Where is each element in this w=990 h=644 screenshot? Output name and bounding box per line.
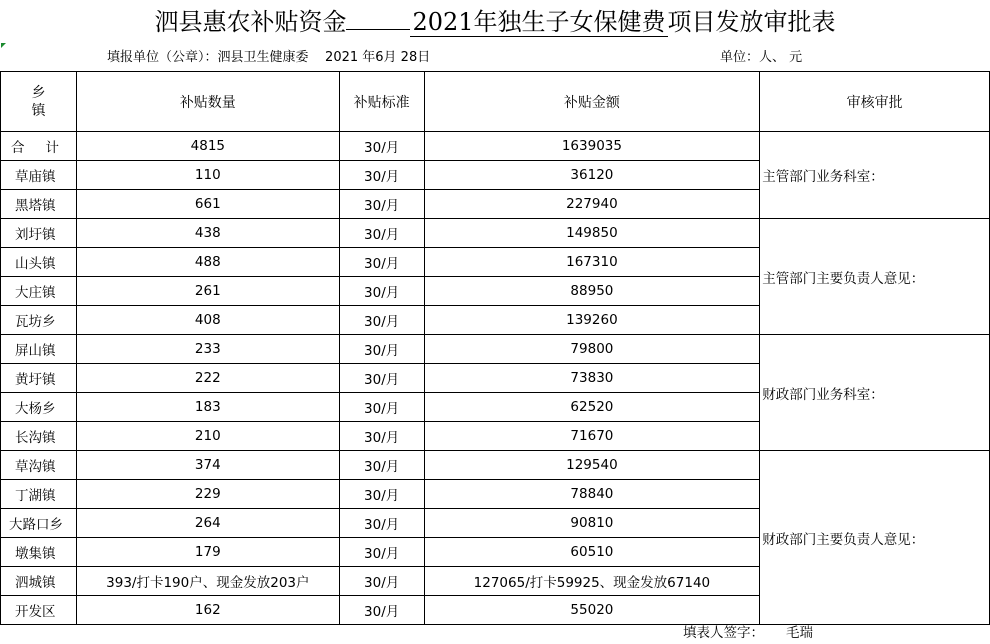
amount-cell: 55020: [424, 596, 760, 625]
table-row: [1, 335, 990, 364]
count-cell: 488: [76, 248, 339, 277]
standard-cell: 30/月: [339, 219, 424, 248]
amount-cell: 139260: [424, 306, 760, 335]
header-count: 补贴数量: [76, 72, 339, 132]
header-amount: 补贴金额: [424, 72, 760, 132]
header-town: [1, 72, 77, 132]
standard-cell: 30/月: [339, 422, 424, 451]
standard-cell: 30/月: [339, 509, 424, 538]
amount-cell: 78840: [424, 480, 760, 509]
report-date: 2021 年6月 28日: [325, 50, 431, 65]
town-cell: 泗城镇: [1, 567, 77, 596]
reporting-unit-label: 填报单位（公章）：泗县卫生健康委: [107, 50, 309, 65]
count-cell: 408: [76, 306, 339, 335]
title-part1: 泗县惠农补贴资金: [154, 8, 347, 36]
standard-cell: 30/月: [339, 190, 424, 219]
town-cell: 开发区: [1, 596, 77, 625]
count-cell: 264: [76, 509, 339, 538]
signer-name: 毛瑞: [786, 625, 813, 641]
amount-cell: 36120: [424, 161, 760, 190]
standard-cell: 30/月: [339, 538, 424, 567]
standard-cell: 30/月: [339, 335, 424, 364]
total-amount: 1639035: [424, 132, 760, 161]
standard-cell: 30/月: [339, 364, 424, 393]
count-cell: 162: [76, 596, 339, 625]
count-cell: 210: [76, 422, 339, 451]
town-cell: 黄圩镇: [1, 364, 77, 393]
count-cell: 261: [76, 277, 339, 306]
measure-unit: 单位：人、 元: [720, 50, 803, 65]
town-cell: 丁湖镇: [1, 480, 77, 509]
total-count: 4815: [76, 132, 339, 161]
amount-cell: 60510: [424, 538, 760, 567]
approval-cell-3: 财政部门业务科室：: [760, 335, 990, 451]
town-cell: 大杨乡: [1, 393, 77, 422]
approval-table: [0, 71, 990, 625]
town-cell: 屏山镇: [1, 335, 77, 364]
town-cell: 黑塔镇: [1, 190, 77, 219]
header-approval: 审核审批: [760, 72, 990, 132]
total-label: [1, 132, 77, 161]
title-program: 2021年独生子女保健费: [412, 8, 666, 36]
standard-cell: 30/月: [339, 277, 424, 306]
approval-cell-4: 财政部门主要负责人意见：: [760, 451, 990, 625]
town-cell: 刘圩镇: [1, 219, 77, 248]
count-cell: 110: [76, 161, 339, 190]
count-cell: 179: [76, 538, 339, 567]
title-blank: [346, 29, 410, 30]
amount-cell: 167310: [424, 248, 760, 277]
standard-cell: 30/月: [339, 248, 424, 277]
total-label-text: 合 计: [11, 140, 59, 156]
amount-cell: 227940: [424, 190, 760, 219]
page-title: [0, 0, 990, 42]
count-cell: 374: [76, 451, 339, 480]
count-cell: 661: [76, 190, 339, 219]
standard-cell: 30/月: [339, 161, 424, 190]
standard-cell: 30/月: [339, 596, 424, 625]
town-cell: 长沟镇: [1, 422, 77, 451]
count-cell: 229: [76, 480, 339, 509]
standard-cell: 30/月: [339, 567, 424, 596]
header-town-line1: 乡: [31, 84, 46, 101]
standard-cell: 30/月: [339, 393, 424, 422]
amount-cell: 62520: [424, 393, 760, 422]
table-row: [1, 451, 990, 480]
title-part2: 项目发放审批表: [667, 8, 836, 36]
amount-cell: 79800: [424, 335, 760, 364]
town-cell: 大庄镇: [1, 277, 77, 306]
town-cell: 墩集镇: [1, 538, 77, 567]
standard-cell: 30/月: [339, 451, 424, 480]
header-town-line2: 镇: [31, 102, 46, 119]
table-row: [1, 219, 990, 248]
standard-cell: 30/月: [339, 306, 424, 335]
approval-cell-2: 主管部门主要负责人意见：: [760, 219, 990, 335]
table-header-row: [1, 72, 990, 132]
reporting-unit: [107, 44, 430, 70]
amount-cell: 73830: [424, 364, 760, 393]
amount-cell: 149850: [424, 219, 760, 248]
approval-cell-1: 主管部门业务科室：: [760, 132, 990, 219]
amount-cell: 71670: [424, 422, 760, 451]
town-cell: 瓦坊乡: [1, 306, 77, 335]
town-cell: 山头镇: [1, 248, 77, 277]
total-standard: 30/月: [339, 132, 424, 161]
standard-cell: 30/月: [339, 480, 424, 509]
total-row: [1, 132, 990, 161]
amount-cell: 90810: [424, 509, 760, 538]
count-cell: 438: [76, 219, 339, 248]
amount-cell: 127065/打卡59925、现金发放67140: [424, 567, 760, 596]
count-cell: 183: [76, 393, 339, 422]
count-cell: 222: [76, 364, 339, 393]
count-cell: 393/打卡190户、现金发放203户: [76, 567, 339, 596]
town-cell: 大路口乡: [1, 509, 77, 538]
town-cell: 草庙镇: [1, 161, 77, 190]
amount-cell: 129540: [424, 451, 760, 480]
amount-cell: 88950: [424, 277, 760, 306]
count-cell: 233: [76, 335, 339, 364]
signer-label: 填表人签字：: [683, 625, 764, 641]
town-cell: 草沟镇: [1, 451, 77, 480]
cell-marker-icon: [1, 43, 6, 48]
signer-line: [683, 624, 813, 642]
header-standard: 补贴标准: [339, 72, 424, 132]
